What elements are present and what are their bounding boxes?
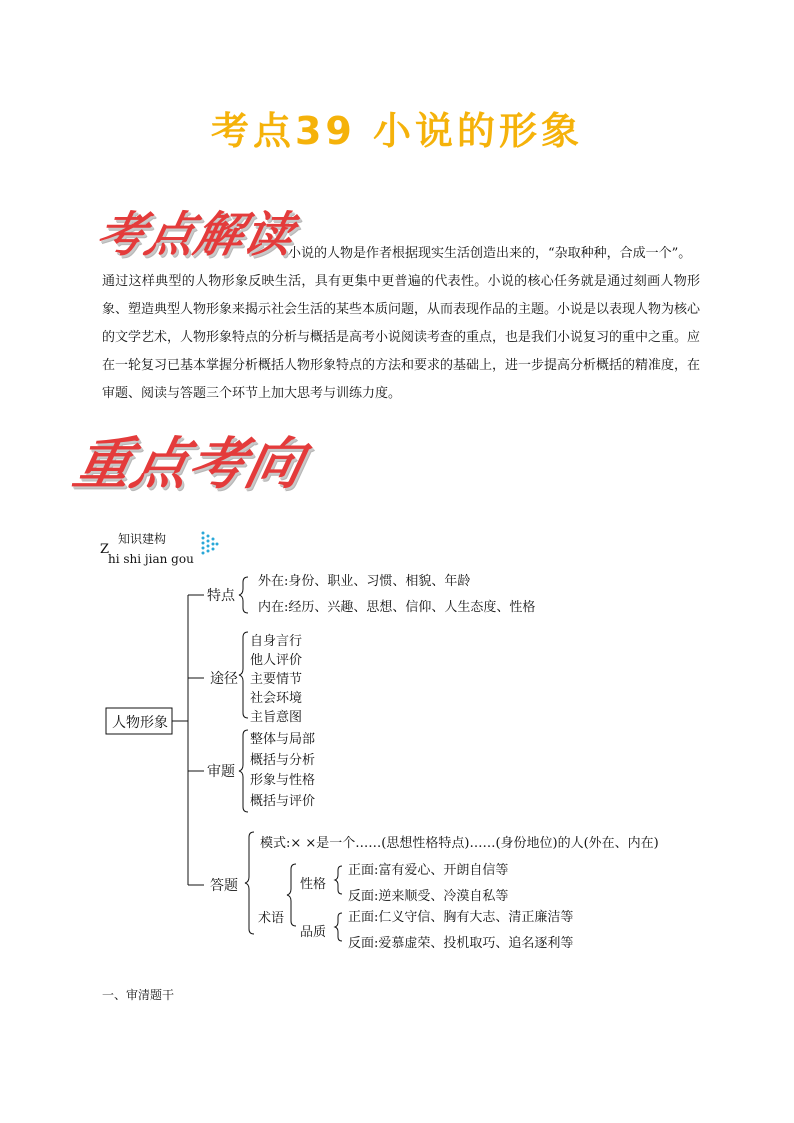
feature-item: 内在:经历、兴趣、思想、信仰、人生态度、性格 (258, 600, 536, 615)
branch-features: 特点 (207, 588, 235, 604)
character-negative: 反面:逆来顺受、冷漠自私等 (348, 889, 509, 904)
brace-review (239, 730, 248, 812)
brace-features (239, 577, 248, 613)
triangle-arrows-icon (200, 530, 220, 558)
intro-first-line: 小说的人物是作者根据现实生活创造出来的，“杂取种种，合成一个”。 (288, 246, 692, 261)
mindmap-diagram (0, 570, 794, 970)
brace-quality (335, 913, 342, 941)
branch-answer: 答题 (210, 878, 238, 894)
branch-paths: 途径 (210, 671, 238, 687)
banner-kaodian-jiedu: 考点解读 (91, 207, 300, 263)
banner-zhongdian-kaoxiang: 重点考向 (68, 431, 311, 497)
answer-pattern: 模式:× ×是一个……(思想性格特点)……(身份地位)的人(外在、内在) (260, 836, 659, 851)
path-item: 主旨意图 (250, 710, 303, 725)
section-heading-one: 一、审清题干 (102, 988, 175, 1002)
answer-terms-label: 术语 (258, 911, 285, 926)
brace-character (335, 866, 342, 894)
path-item: 主要情节 (250, 672, 303, 687)
feature-item: 外在:身份、职业、习惯、相貌、年龄 (258, 574, 471, 589)
review-item: 概括与评价 (250, 794, 316, 809)
review-item: 整体与局部 (250, 732, 316, 747)
knowledge-label-pinyin: hi shi jian gou (108, 552, 194, 566)
brace-paths (239, 632, 248, 718)
path-item: 自身言行 (250, 634, 303, 649)
knowledge-structure-label (100, 530, 240, 570)
path-item: 社会环境 (250, 691, 303, 706)
character-positive: 正面:富有爱心、开朗自信等 (348, 863, 509, 878)
terms-quality-label: 品质 (300, 925, 327, 940)
quality-positive: 正面:仁义守信、胸有大志、清正廉洁等 (348, 910, 574, 925)
brace-answer (245, 832, 254, 934)
path-item: 他人评价 (250, 653, 303, 668)
review-item: 形象与性格 (250, 773, 316, 788)
knowledge-label-chinese: 知识建构 (118, 532, 167, 546)
terms-character-label: 性格 (300, 877, 327, 892)
page-title: 考点39 小说的形象 (210, 109, 584, 153)
mindmap-root: 人物形象 (112, 715, 168, 731)
review-item: 概括与分析 (250, 753, 316, 768)
intro-paragraph: 通过这样典型的人物形象反映生活，具有更集中更普遍的代表性。小说的核心任务就是通过刻画人物形象、塑造典型人物形象来揭示社会生活的某些本质问题，从而表现作品的主题。小说是以表现人物为核心的文学艺术，人物形象特点的分析与概括是高考小说阅读考查的重点，也是我们小说复习的重中之重。应在一轮复习已基本掌握分析概括人物形象特点的方法和要求的基础上，进一步提高分析概括的精准度，在审题、阅读与答题三个环节上加大思考与训练力度。 (102, 274, 701, 401)
brace-terms (287, 864, 296, 926)
knowledge-label-initial: Z (100, 542, 110, 557)
quality-negative: 反面:爱慕虚荣、投机取巧、追名逐利等 (348, 936, 574, 951)
branch-review: 审题 (207, 764, 235, 780)
